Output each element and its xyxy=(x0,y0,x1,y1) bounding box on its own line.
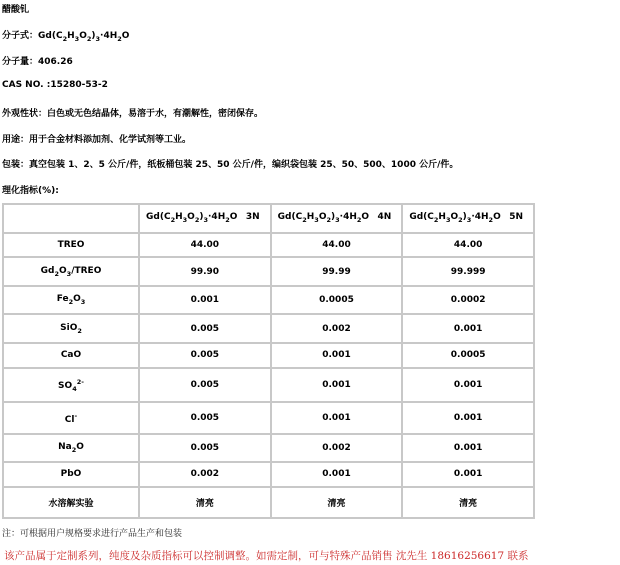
row-label-so4: $SO_4^{2-}$ xyxy=(3,368,139,403)
table-cell: 44.00 xyxy=(402,233,534,258)
grade-label: 4N xyxy=(377,212,392,223)
appearance: 外观性状：白色或无色结晶体，易溶于水，有潮解性，密闭保存。 xyxy=(2,109,264,119)
table-cell: 0.005 xyxy=(139,402,271,433)
table-cell: 0.001 xyxy=(402,402,534,433)
table-row xyxy=(3,368,534,403)
table-cell: 0.001 xyxy=(402,368,534,403)
table-cell: 0.001 xyxy=(402,314,534,343)
header-cell-5n: $Gd(C_2H_3O_2)_3\cdot 4H_2O$ 5N xyxy=(402,204,534,233)
table-cell: 99.90 xyxy=(139,257,271,286)
mw-label: 分子量： xyxy=(2,57,39,67)
table-cell: 44.00 xyxy=(271,233,403,258)
molecular-weight xyxy=(2,54,73,67)
table-cell: 0.002 xyxy=(271,434,403,463)
row-label-cao: CaO xyxy=(3,343,139,368)
table-cell: 99.999 xyxy=(402,257,534,286)
row-label-sio2: SiO$_2$ xyxy=(3,314,139,343)
spec-title: 理化指标(%): xyxy=(2,186,59,196)
table-cell: 0.005 xyxy=(139,434,271,463)
usage: 用途：用于合金材料添加剂、化学试剂等工业。 xyxy=(2,135,192,145)
row-label-fe2o3: $Fe_2O_3$ xyxy=(3,286,139,315)
row-label-treo: TREO xyxy=(3,233,139,258)
packaging: 包装：真空包装 1、2、5 公斤/件，纸板桶包装 25、50 公斤/件，编织袋包装 25、50、500、1000 公斤/件。 xyxy=(2,160,459,170)
row-label-gd2o3-treo: $Gd_2O_3$/TREO xyxy=(3,257,139,286)
table-cell: 0.001 xyxy=(402,434,534,463)
footnote: 注：可根据用户规格要求进行产品生产和包装 xyxy=(2,529,183,539)
table-row xyxy=(3,314,534,343)
header-cell-3n: $Gd(C_2H_3O_2)_3\cdot 4H_2O$ 3N xyxy=(139,204,271,233)
row-label-pbo: PbO xyxy=(3,462,139,487)
table-row xyxy=(3,462,534,487)
table-row xyxy=(3,487,534,518)
table-row xyxy=(3,286,534,315)
table-cell: 0.002 xyxy=(139,462,271,487)
cas-value: 15280-53-2 xyxy=(50,80,108,90)
spec-table xyxy=(2,203,535,519)
table-cell: 0.005 xyxy=(139,343,271,368)
table-cell: 0.001 xyxy=(271,368,403,403)
table-cell: 0.002 xyxy=(271,314,403,343)
table-cell: 0.0005 xyxy=(402,343,534,368)
table-cell: 0.001 xyxy=(271,462,403,487)
table-cell: 0.005 xyxy=(139,368,271,403)
table-header-row xyxy=(3,204,534,233)
product-name: 醋酸钆 xyxy=(2,5,30,15)
table-cell: 清亮 xyxy=(402,487,534,518)
table-cell: 0.0005 xyxy=(271,286,403,315)
table-cell: 0.005 xyxy=(139,314,271,343)
header-cell-4n: $Gd(C_2H_3O_2)_3\cdot 4H_2O$ 4N xyxy=(271,204,403,233)
table-cell: 0.001 xyxy=(402,462,534,487)
cas-label: CAS NO. : xyxy=(2,80,51,90)
cas-number xyxy=(2,80,108,90)
mw-value: 406.26 xyxy=(38,57,73,67)
row-label-na2o: $Na_2O$ xyxy=(3,434,139,463)
row-label-cl: Cl- xyxy=(3,402,139,433)
table-cell: 0.0002 xyxy=(402,286,534,315)
row-label-solubility: 水溶解实验 xyxy=(3,487,139,518)
grade-label: 3N xyxy=(245,212,260,223)
table-cell: 44.00 xyxy=(139,233,271,258)
grade-label: 5N xyxy=(509,212,523,223)
table-cell: 99.99 xyxy=(271,257,403,286)
table-row xyxy=(3,343,534,368)
molecular-formula xyxy=(2,28,129,43)
table-cell: 清亮 xyxy=(271,487,403,518)
table-row xyxy=(3,257,534,286)
header-corner-cell xyxy=(3,204,139,233)
table-cell: 清亮 xyxy=(139,487,271,518)
table-cell: 0.001 xyxy=(271,343,403,368)
table-cell: 0.001 xyxy=(271,402,403,433)
table-row xyxy=(3,434,534,463)
table-row xyxy=(3,233,534,258)
table-row xyxy=(3,402,534,433)
contact-notice: 该产品属于定制系列，纯度及杂质指标可以控制调整。如需定制，可与特殊产品销售 沈先生 18616256617 联系 xyxy=(4,550,529,562)
formula-label: 分子式： xyxy=(2,31,39,41)
table-cell: 0.001 xyxy=(139,286,271,315)
formula-value: $Gd(C_2H_3O_2)_3\cdot 4H_2O$ xyxy=(38,31,130,43)
